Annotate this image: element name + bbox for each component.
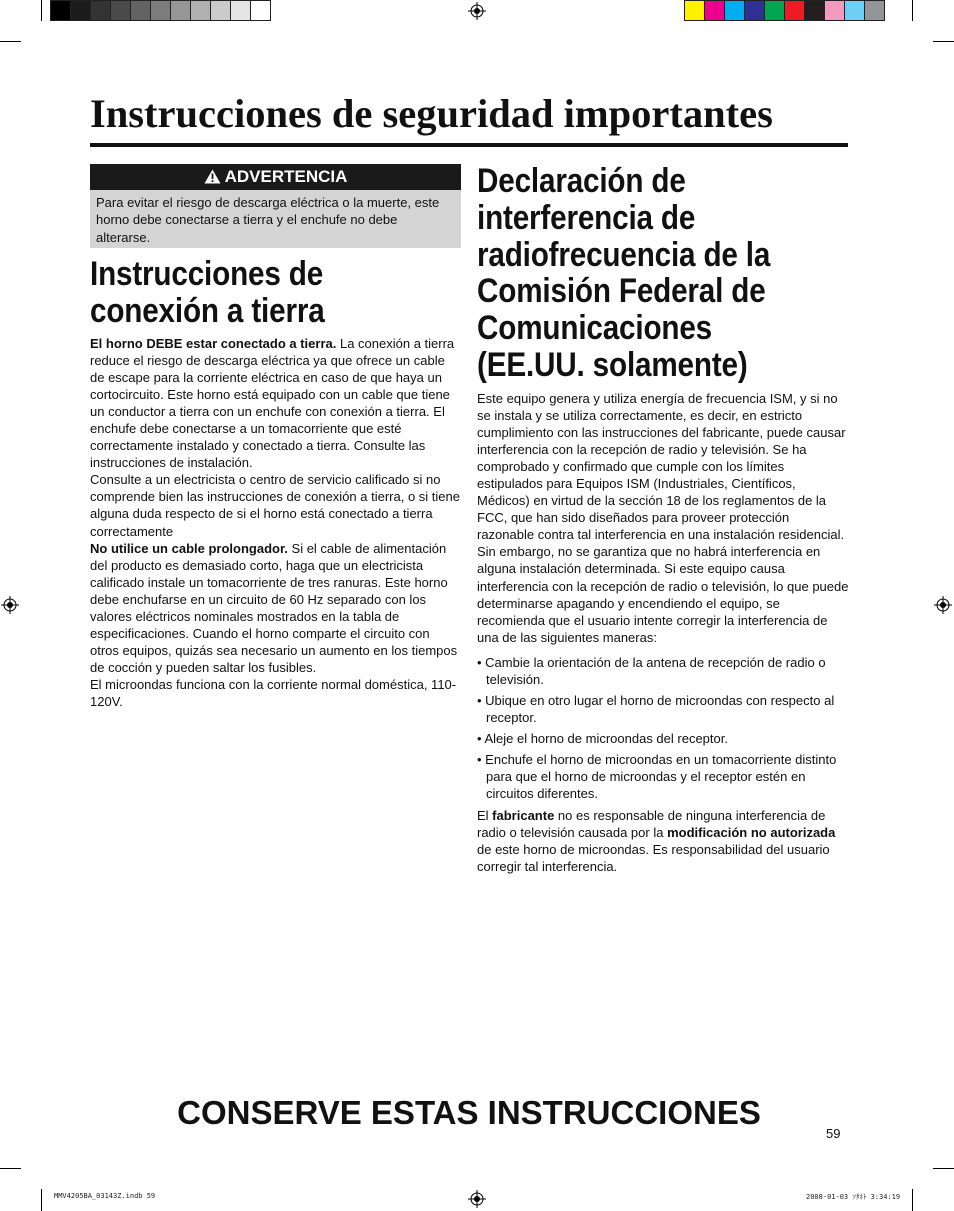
color-swatch xyxy=(70,0,91,21)
fcc-section xyxy=(477,390,849,875)
crop-mark xyxy=(912,1189,913,1211)
color-swatch xyxy=(784,0,805,21)
page-number: 59 xyxy=(826,1126,841,1141)
title-underline xyxy=(90,143,848,147)
paragraph-text: La conexión a tierra reduce el riesgo de descarga eléctrica ya que ofrece un cable de escape para la corriente eléctrica en caso de que haya un cortocircuito. Este horno está equipado con un cable que tiene un conductor a tierra con un enchufe con conexión a tierra. El enchufe debe conectarse a un tomacorriente que esté correctamente instalado y conectado a tierra. Consulte las instrucciones de instalación. xyxy=(90,336,455,471)
fcc-heading-line: radiofrecuencia de la xyxy=(477,235,771,274)
warning-label: ADVERTENCIA xyxy=(224,167,348,186)
print-slug-left: MMV4205BA_03143Z.indb 59 xyxy=(54,1192,156,1200)
color-swatch xyxy=(190,0,211,21)
color-swatch xyxy=(824,0,845,21)
grounding-paragraph xyxy=(90,335,462,471)
bold-term: modificación no autorizada xyxy=(667,825,836,841)
fcc-bullet-list xyxy=(477,654,849,802)
color-swatch xyxy=(684,0,705,21)
paragraph-text: de este horno de microondas. Es responsabilidad del usuario corregir tal interferencia. xyxy=(477,842,830,875)
crop-mark xyxy=(0,1168,21,1169)
paragraph-text: no es responsable de ninguna interferencia de radio o televisión causada por la xyxy=(477,808,826,841)
warning-triangle-icon xyxy=(204,169,221,184)
bold-lead: No utilice un cable prolongador. xyxy=(90,540,288,556)
warning-text: Para evitar el riesgo de descarga eléctrica o la muerte, este horno debe conectarse a tierra y el enchufe no debe alterarse. xyxy=(90,190,461,248)
list-item: • Aleje el horno de microondas del receptor. xyxy=(477,730,728,746)
color-swatch xyxy=(50,0,71,21)
page-title: Instrucciones de seguridad importantes xyxy=(90,91,773,136)
color-swatch xyxy=(764,0,785,21)
paragraph-text: El xyxy=(477,808,493,824)
grounding-paragraph: Consulte a un electricista o centro de servicio calificado si no comprende bien las instrucciones de conexión a tierra, o si tiene alguna duda respecto de si el horno está conectado a tierra correctamente xyxy=(90,472,460,539)
crop-mark xyxy=(0,41,21,42)
crop-mark xyxy=(912,0,913,21)
bold-term: fabricante xyxy=(492,808,555,824)
footer-title: CONSERVE ESTAS INSTRUCCIONES xyxy=(177,1094,761,1131)
grounding-paragraph: El microondas funciona con la corriente normal doméstica, 110-120V. xyxy=(90,676,457,709)
color-swatch xyxy=(210,0,231,21)
crop-mark xyxy=(41,1189,42,1211)
fcc-paragraph: Este equipo genera y utiliza energía de frecuencia ISM, y si no se instala y se utiliza correctamente, es decir, en estricto cumplimiento con las instrucciones del fabricante, puede causar interferencia con la recepción de radio y televisión. Se ha comprobado y confirmado que cumple con los límites estipulados para Equipos ISM (Industriales, Científicos, Médicos) en virtud de la sección 18 de los reglamentos de la FCC, que han sido diseñados para proveer protección razonable contra tal interferencia en una instalación residencial. xyxy=(477,391,846,543)
registration-mark-icon xyxy=(934,596,952,614)
grounding-heading-line: Instrucciones de xyxy=(90,255,324,293)
color-swatch xyxy=(230,0,251,21)
fcc-paragraph xyxy=(477,807,849,875)
color-swatch xyxy=(724,0,745,21)
color-swatch xyxy=(110,0,131,21)
fcc-heading-line: (EE.UU. solamente) xyxy=(477,345,748,384)
fcc-heading-line: interferencia de xyxy=(477,198,696,237)
color-swatch xyxy=(150,0,171,21)
fcc-heading-line: Declaración de xyxy=(477,162,686,200)
color-swatch xyxy=(704,0,725,21)
print-slug-right: 2008-01-03 ｿﾀﾈﾄ 3:34:19 xyxy=(806,1193,901,1201)
registration-mark-icon xyxy=(468,1190,486,1208)
color-swatch xyxy=(864,0,885,21)
color-swatch xyxy=(744,0,765,21)
grounding-heading xyxy=(90,256,451,330)
paragraph-text: Si el cable de alimentación del producto es demasiado corto, haga que un electricista calificado instale un tomacorriente de tres ranuras. Este horno debe enchufarse en un circuito de 60 Hz separado con los valores eléctricos nominales mostrados en la tabla de especificaciones. Cuando el horno comparte el circuito con otros equipos, quizás sea necesario un aumento en los tiempos de cocción y pueden saltar los fusibles. xyxy=(90,540,458,675)
color-swatch xyxy=(250,0,271,21)
bold-lead: El horno DEBE estar conectado a tierra. xyxy=(90,336,337,351)
grounding-heading-line: conexión a tierra xyxy=(90,292,325,330)
list-item: • Enchufe el horno de microondas en un tomacorriente distinto para que el horno de microondas y el receptor estén en circuitos diferentes. xyxy=(477,751,837,802)
fcc-heading xyxy=(477,163,873,384)
crop-mark xyxy=(41,0,42,21)
crop-mark xyxy=(933,41,954,42)
grounding-paragraph xyxy=(90,540,462,676)
grounding-section xyxy=(90,335,462,710)
color-swatch xyxy=(844,0,865,21)
list-item: • Cambie la orientación de la antena de recepción de radio o televisión. xyxy=(477,654,826,687)
color-swatch xyxy=(170,0,191,21)
color-swatch xyxy=(130,0,151,21)
list-item: • Ubique en otro lugar el horno de microondas con respecto al receptor. xyxy=(477,692,835,725)
fcc-paragraph: Sin embargo, no se garantiza que no habrá interferencia en alguna instalación determinada. Si este equipo causa interferencia con la recepción de radio o televisión, lo que puede determinarse apagando y encendiendo el equipo, se recomienda que el usuario intente corregir la interferencia de una de las siguientes maneras: xyxy=(477,544,849,645)
color-swatch xyxy=(90,0,111,21)
crop-mark xyxy=(933,1168,954,1169)
fcc-heading-line: Comunicaciones xyxy=(477,309,713,348)
color-swatch xyxy=(804,0,825,21)
fcc-heading-line: Comisión Federal de xyxy=(477,272,766,311)
warning-header xyxy=(90,164,461,190)
registration-mark-icon xyxy=(468,2,486,20)
registration-mark-icon xyxy=(1,596,19,614)
